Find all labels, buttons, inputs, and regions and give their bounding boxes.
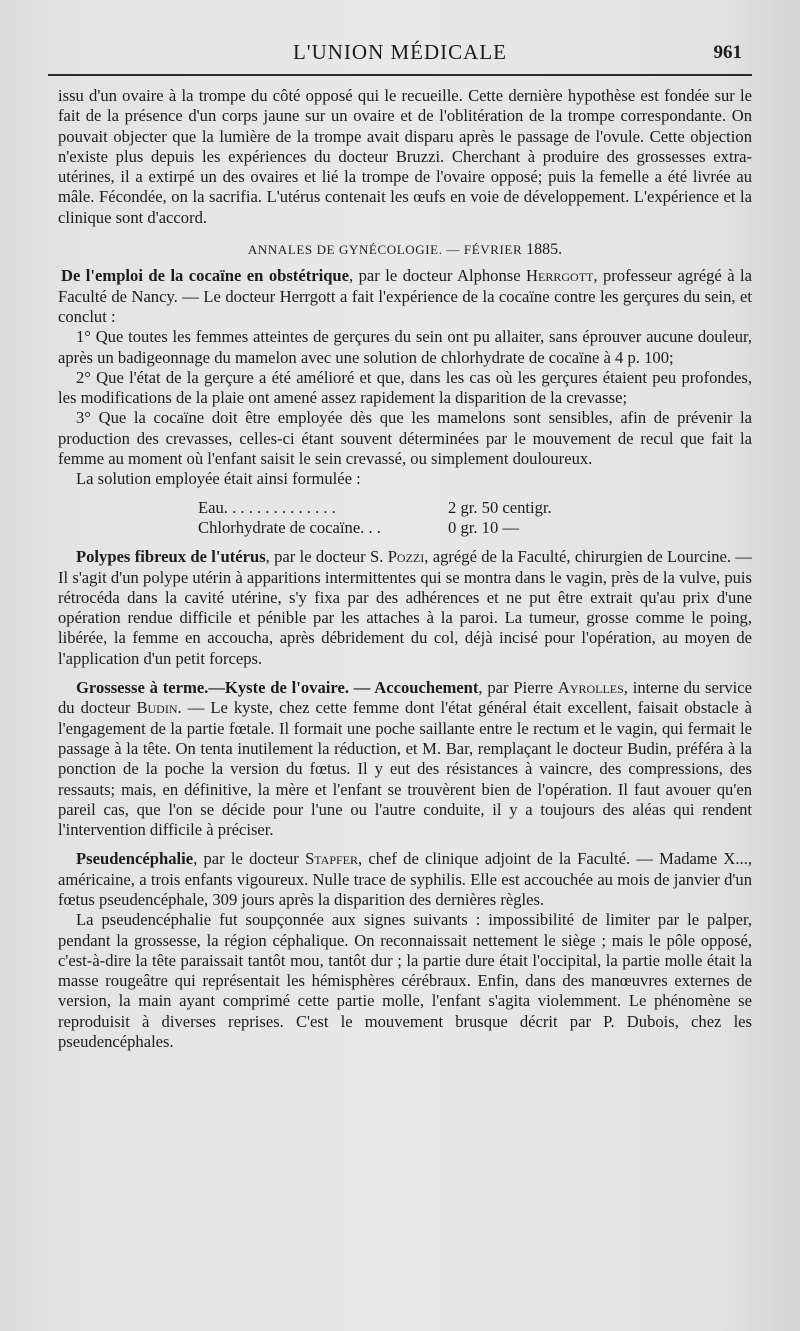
header-rule	[48, 74, 752, 76]
cocaine-section	[58, 266, 752, 327]
grossesse-section	[58, 678, 752, 840]
polypes-title: Polypes fibreux de l'utérus	[76, 547, 266, 567]
formula-ingredient: Chlorhydrate de cocaïne. . .	[198, 517, 381, 537]
grossesse-text: . — Le kyste, chez cette femme dont l'état général était excellent, faisait obstacle à l'engagement de la partie fœtale. Il formait une poche saillante entre le rectum et le vagin, qui fermait le passage à la tête. On tenta inutilement la réduction, et M. Bar, remplaçant le docteur Budin, préféra à la ponction de la poche la version du fœtus. Il y eut des résistances à vaincre, des compressions, des ressauts; mais, en définitive, la mère et l'enfant se trouvèrent bien de l'opération. Il faut avouer qu'en pareil cas, que l'on se décide pour l'une ou l'autre conduite, il y a toujours des aléas qui rendent l'intervention difficile à préciser.	[58, 698, 752, 840]
grossesse-author: Ayrolles	[557, 678, 624, 698]
cocaine-intro-b: , professeur agrégé à la Faculté de Nancy. — Le docteur Herrgott a fait l'expérience de la cocaïne contre les gerçures du sein, et conclut :	[58, 266, 752, 326]
journal-reference	[58, 240, 752, 260]
formula-intro: La solution employée était ainsi formulée :	[76, 469, 361, 489]
grossesse-title: Grossesse à terme.—Kyste de l'ovaire. — Accouchement	[76, 678, 479, 698]
journal-title: L'UNION MÉDICALE	[292, 40, 507, 64]
cocaine-author: Herrgott	[526, 266, 594, 286]
cocaine-item-2: 2° Que l'état de la gerçure a été amélioré et que, dans les cas où les gerçures étaient peu profondes, les modifications de la plaie ont amené assez rapidement la disparition de la crevasse;	[58, 367, 752, 408]
page-number: 961	[713, 42, 742, 63]
polypes-text: , agrégé de la Faculté, chirurgien de Lourcine. — Il s'agit d'un polype utérin à apparitions intermittentes qui se montra dans le vagin, près de la vulve, puis rétrocéda dans la cavité utérine, s'y fixa par des adhérences et ne put être extrait qu'au prix d'une opération rendue difficile et pénible par les attaches à la paroi. La tumeur, grosse comme le poing, libérée, la femme en accoucha, après débridement du col, déjà incisé pour l'opération, au moyen de l'application d'un petit forceps.	[58, 547, 752, 668]
formula-quantity: 0 gr. 10 —	[448, 517, 519, 537]
pseudencephalie-author: Stapfer	[305, 849, 359, 869]
article-body	[58, 86, 752, 1052]
running-head	[0, 36, 800, 76]
formula-row	[198, 518, 752, 538]
journal-reference-label: ANNALES DE GYNÉCOLOGIE. — FÉVRIER	[247, 242, 523, 258]
grossesse-chief: Budin	[136, 698, 178, 718]
cocaine-item-3: 3° Que la cocaïne doit être employée dès que les mamelons sont sensibles, afin de prévenir la production des crevasses, celles-ci étant souvent déterminées par le mouvement de recul que fait la femme au moment où l'enfant saisit le sein crevassé, ou simplement douloureux.	[58, 408, 752, 469]
cocaine-title: De l'emploi de la cocaïne en obstétrique	[61, 266, 350, 286]
polypes-author: Pozzi	[387, 547, 425, 567]
polypes-intro-a: , par le docteur S.	[265, 547, 388, 567]
formula-row	[198, 498, 752, 518]
pseudencephalie-section	[58, 849, 752, 910]
intro-paragraph: issu d'un ovaire à la trompe du côté opposé qui le recueille. Cette dernière hypothèse est fondée sur le fait de la présence d'un corps jaune sur un ovaire et de l'oblitération de la trompe correspondante. On pouvait objecter que la lumière de la trompe avait disparu après le passage de l'ovule. Cette objection n'existe plus depuis les expériences du docteur Bruzzi. Cherchant à produire des grossesses extra-utérines, il a extirpé un des ovaires et lié la trompe de l'ovaire opposé; puis la femelle a été livrée au mâle. Fécondée, on la sacrifia. L'utérus contenait les œufs en voie de développement. L'expérience et la clinique sont d'accord.	[58, 86, 752, 227]
pseudencephalie-text: , chef de clinique adjoint de la Faculté. — Madame X..., américaine, a trois enfants vigoureux. Nulle trace de syphilis. Elle est accouchée au mois de janvier d'un fœtus pseudencéphale, 309 jours après la disparition des dernières règles.	[58, 849, 752, 909]
formula-ingredient: Eau. . . . . . . . . . . . . .	[198, 497, 336, 517]
pseudencephalie-title: Pseudencéphalie	[76, 849, 194, 869]
formula-table	[198, 498, 752, 539]
pseudencephalie-paragraph-2: La pseudencéphalie fut soupçonnée aux signes suivants : impossibilité de limiter par le palper, pendant la grossesse, la région céphalique. On reconnaissait nettement le siège ; mais le pôle opposé, c'est-à-dire la tête paraissait tantôt mou, tantôt dur ; la partie dure était l'occipital, la partie molle était la masse rougeâtre qui représentait les hémisphères cérébraux. Enfin, dans des manœuvres externes de version, la main ayant comprimé cette partie molle, l'enfant s'agita violemment. Le phénomène se reproduisit à diverses reprises. C'est le mouvement brusque décrit par P. Dubois, chez les pseudencéphales.	[58, 910, 752, 1052]
pseudencephalie-intro-a: , par le docteur	[193, 849, 306, 869]
cocaine-item-1: 1° Que toutes les femmes atteintes de gerçures du sein ont pu allaiter, sans éprouver aucune douleur, après un badigeonnage du mamelon avec une solution de chlorhydrate de cocaïne à 4 p. 100;	[58, 327, 752, 367]
cocaine-intro-a: , par le docteur Alphonse	[349, 266, 527, 286]
polypes-section	[58, 547, 752, 669]
formula-quantity: 2 gr. 50 centigr.	[448, 497, 552, 517]
grossesse-intro-a: , par Pierre	[478, 678, 558, 698]
journal-reference-year: 1885.	[526, 241, 563, 259]
grossesse-intro-b: , interne du service du docteur	[58, 678, 753, 718]
